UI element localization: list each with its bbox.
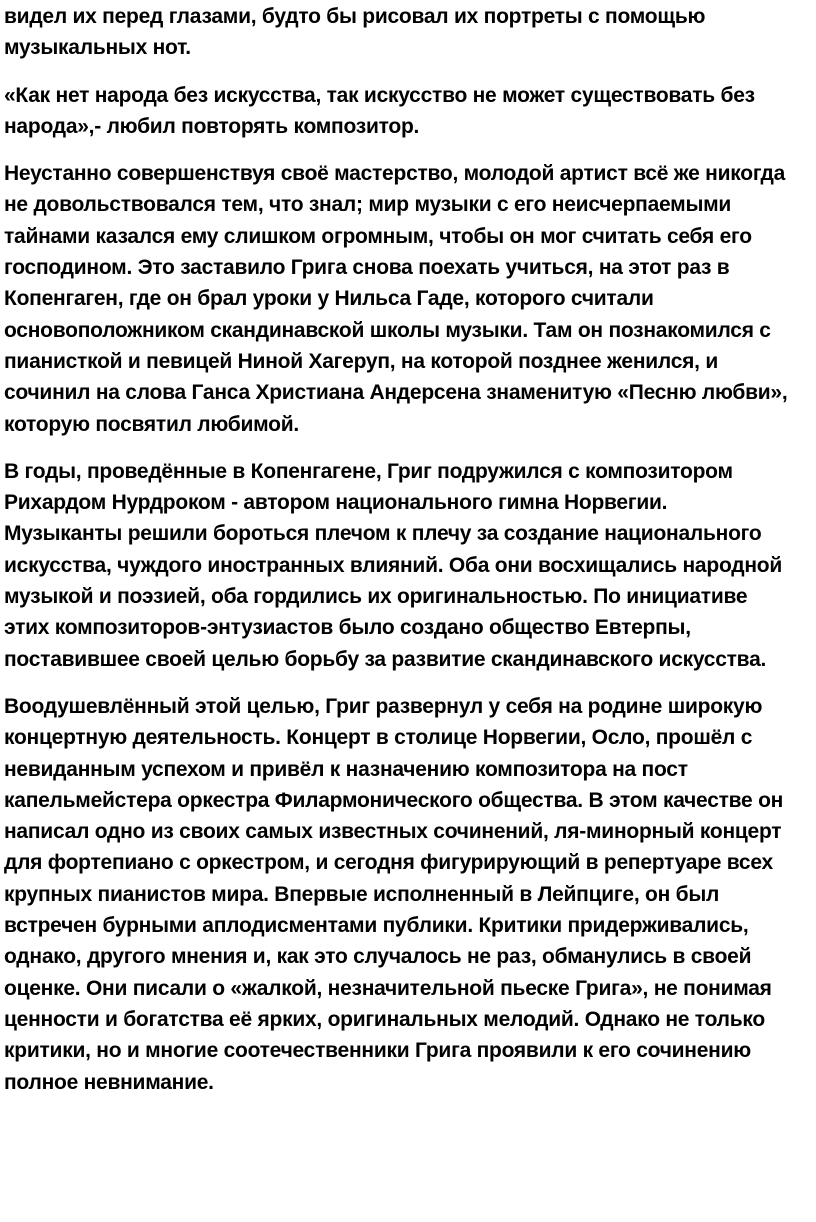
text-line: однако, другого мнения и, как это случалось не раз, обманулись в своей bbox=[4, 945, 752, 969]
text-line: пианисткой и певицей Ниной Хагеруп, на которой позднее женился, и bbox=[4, 349, 718, 373]
text-line: написал одно из своих самых известных сочинений, ля-минорный концерт bbox=[4, 820, 782, 844]
text-line: Музыканты решили бороться плечом к плечу за создание национального bbox=[4, 522, 762, 546]
text-line: которую посвятил любимой. bbox=[4, 412, 299, 436]
paragraph-1 bbox=[4, 1, 812, 64]
text-line: капельмейстера оркестра Филармонического общества. В этом качестве он bbox=[4, 788, 784, 812]
text-line: господином. Это заставило Грига снова поехать учиться, на этот раз в bbox=[4, 256, 730, 280]
text-line: народа»,- любил повторять композитор. bbox=[4, 114, 420, 138]
text-line: ценности и богатства её ярких, оригинальных мелодий. Однако не только bbox=[4, 1007, 765, 1031]
text-line: не довольствовался тем, что знал; мир музыки с его неисчерпаемыми bbox=[4, 193, 732, 217]
text-line: искусства, чуждого иностранных влияний. Оба они восхищались народной bbox=[4, 553, 782, 577]
text-line: музыкальных нот. bbox=[4, 36, 191, 60]
text-line: крупных пианистов мира. Впервые исполненный в Лейпциге, он был bbox=[4, 882, 720, 906]
text-line: полное невнимание. bbox=[4, 1070, 214, 1094]
text-line: критики, но и многие соотечественники Грига проявили к его сочинению bbox=[4, 1039, 751, 1063]
text-line: Копенгаген, где он брал уроки у Нильса Гаде, которого считали bbox=[4, 287, 654, 311]
text-line: этих композиторов-энтузиастов было создано общество Евтерпы, bbox=[4, 616, 691, 640]
text-line: музыкой и поэзией, оба гордились их оригинальностью. По инициативе bbox=[4, 585, 748, 609]
paragraph-4 bbox=[4, 456, 812, 675]
text-line: для фортепиано с оркестром, и сегодня фигурирующий в репертуаре всех bbox=[4, 851, 773, 875]
text-line: Воодушевлённый этой целью, Григ развернул у себя на родине широкую bbox=[4, 694, 763, 718]
paragraph-2 bbox=[4, 80, 812, 143]
text-line: тайнами казался ему слишком огромным, чтобы он мог считать себя его bbox=[4, 224, 752, 248]
text-line: основоположником скандинавской школы музыки. Там он познакомился с bbox=[4, 318, 771, 342]
text-line: оценке. Они писали о «жалкой, незначительной пьеске Грига», не понимая bbox=[4, 976, 772, 1000]
text-line: Рихардом Нурдроком - автором национального гимна Норвегии. bbox=[4, 491, 668, 515]
text-line: видел их перед глазами, будто бы рисовал их портреты с помощью bbox=[4, 5, 706, 28]
text-line: невиданным успехом и привёл к назначению композитора на пост bbox=[4, 757, 688, 781]
document-page bbox=[0, 1, 816, 1222]
text-line: встречен бурными аплодисментами публики. Критики придерживались, bbox=[4, 914, 749, 938]
text-line: концертную деятельность. Концерт в столице Норвегии, Осло, прошёл с bbox=[4, 726, 753, 750]
text-line: сочинил на слова Ганса Христиана Андерсена знаменитую «Песню любви», bbox=[4, 381, 788, 405]
text-line: поставившее своей целью борьбу за развитие скандинавского искусства. bbox=[4, 647, 767, 671]
text-line: В годы, проведённые в Копенгагене, Григ подружился с композитором bbox=[4, 459, 733, 483]
text-line: Неустанно совершенствуя своё мастерство, молодой артист всё же никогда bbox=[4, 162, 786, 186]
paragraph-5 bbox=[4, 691, 812, 1098]
paragraph-3 bbox=[4, 158, 812, 440]
text-line: «Как нет народа без искусства, так искусство не может существовать без bbox=[4, 83, 755, 107]
